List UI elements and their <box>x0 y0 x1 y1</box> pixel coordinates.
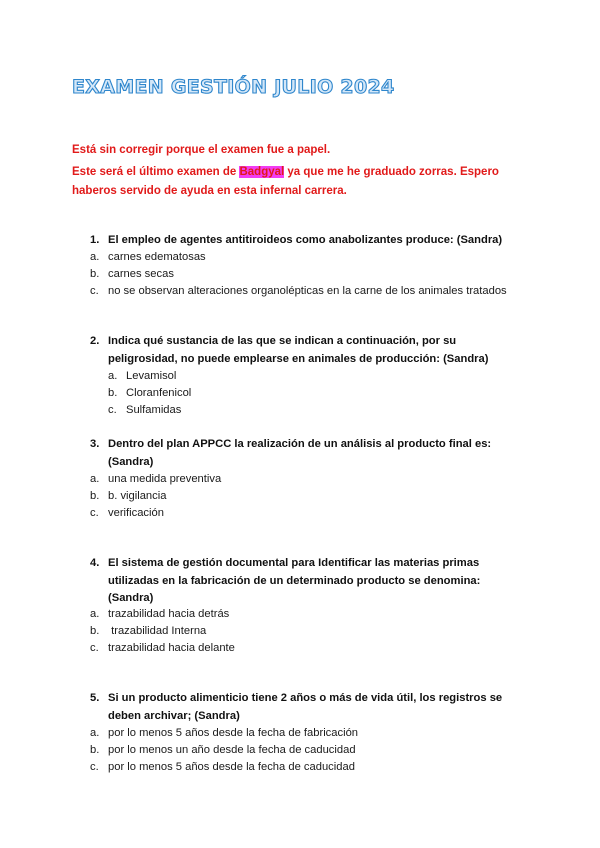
question-line: (Sandra) <box>108 592 154 604</box>
question-text <box>108 436 528 471</box>
option-letter: c. <box>90 285 99 297</box>
option-letter: b. <box>90 744 100 756</box>
option-b <box>90 266 174 284</box>
question-line: Dentro del plan APPCC la realización de un análisis al producto final es: <box>108 438 492 450</box>
question-line: deben archivar; (Sandra) <box>108 709 240 722</box>
option-letter: b. <box>90 268 100 280</box>
option-text: trazabilidad hacia delante <box>108 642 235 654</box>
option-text: trazabilidad Interna <box>108 625 207 637</box>
question-number: 3. <box>90 438 100 450</box>
option-a <box>108 368 176 386</box>
question-text <box>108 333 528 368</box>
question-line: peligrosidad, no puede emplearse en animales de producción: (Sandra) <box>108 352 489 365</box>
question-number: 1. <box>90 234 100 246</box>
option-text: por lo menos 5 años desde la fecha de caducidad <box>108 761 355 773</box>
option-letter: b. <box>90 625 100 637</box>
question-line: El empleo de agentes antitiroideos como anabolizantes produce: (Sandra) <box>108 234 503 246</box>
note-line-2-end: ya que me he graduado zorras. Espero <box>284 166 499 178</box>
option-text: Sulfamidas <box>126 404 182 416</box>
question-text <box>108 690 528 725</box>
option-letter: a. <box>90 608 100 620</box>
note-line-2-start: Este será el último examen de <box>72 166 240 178</box>
question-line: Si un producto alimenticio tiene 2 años o más de vida útil, los registros se <box>108 692 503 704</box>
question-number: 5. <box>90 692 100 704</box>
note-line-1: Está sin corregir porque el examen fue a papel. <box>72 144 331 156</box>
question-line: El sistema de gestión documental para Identificar las materias primas <box>108 557 480 569</box>
question-text <box>108 232 528 250</box>
question-line: Indica qué sustancia de las que se indican a continuación, por su <box>108 335 457 347</box>
option-b <box>90 623 206 641</box>
option-a <box>90 725 358 743</box>
option-b <box>90 488 166 506</box>
highlighted-word: Badgyal <box>239 166 285 178</box>
option-text: por lo menos 5 años desde la fecha de fabricación <box>108 727 359 739</box>
option-letter: c. <box>90 642 99 654</box>
option-c <box>90 759 355 777</box>
note-line-3: haberos servido de ayuda en esta infernal carrera. <box>72 185 347 197</box>
option-text: Cloranfenicol <box>126 387 192 399</box>
question-number: 2. <box>90 335 100 347</box>
option-b <box>108 385 191 403</box>
option-letter: c. <box>108 404 117 416</box>
option-c <box>90 505 164 523</box>
option-letter: a. <box>108 370 118 382</box>
option-b <box>90 742 356 760</box>
exam-title: EXAMEN GESTIÓN JULIO 2024 <box>72 76 395 98</box>
option-letter: b. <box>108 387 118 399</box>
option-c <box>108 402 181 420</box>
question-line: utilizadas en la fabricación de un determinado producto se denomina: <box>108 574 481 587</box>
option-c <box>90 283 507 301</box>
option-letter: b. <box>90 490 100 502</box>
option-text: trazabilidad hacia detrás <box>108 608 230 620</box>
question-line: (Sandra) <box>108 455 154 468</box>
option-a <box>90 606 229 624</box>
option-text: no se observan alteraciones organolépticas en la carne de los animales tratados <box>108 285 507 297</box>
option-letter: c. <box>90 507 99 519</box>
option-text: carnes edematosas <box>108 251 206 263</box>
option-letter: a. <box>90 727 100 739</box>
question-number: 4. <box>90 557 100 569</box>
option-letter: c. <box>90 761 99 773</box>
option-text: b. vigilancia <box>108 490 167 502</box>
option-letter: a. <box>90 251 100 263</box>
option-a <box>90 249 206 267</box>
option-c <box>90 640 235 658</box>
option-letter: a. <box>90 473 100 485</box>
option-text: verificación <box>108 507 164 519</box>
option-text: por lo menos un año desde la fecha de caducidad <box>108 744 356 756</box>
option-text: carnes secas <box>108 268 174 280</box>
option-text: Levamisol <box>126 370 177 382</box>
question-text <box>108 555 528 608</box>
note-paragraph <box>72 163 532 201</box>
option-text: una medida preventiva <box>108 473 222 485</box>
option-a <box>90 471 221 489</box>
